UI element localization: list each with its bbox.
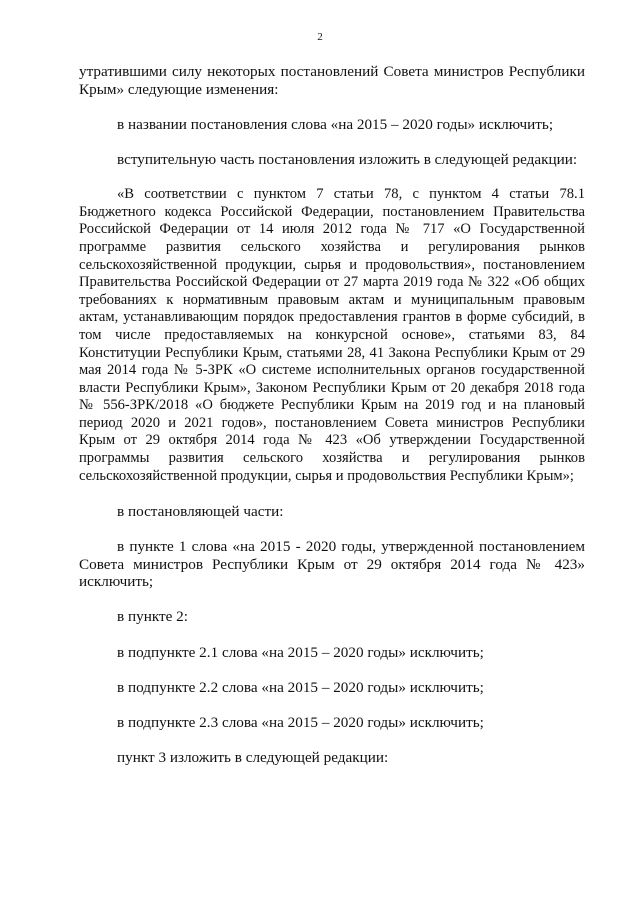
document-body	[79, 63, 585, 767]
paragraph-subitem-2-3: в подпункте 2.3 слова «на 2015 – 2020 годы» исключить;	[117, 713, 484, 731]
paragraph-item-3: пункт 3 изложить в следующей редакции:	[117, 749, 389, 767]
paragraph-item-2: в пункте 2:	[117, 608, 188, 626]
page-number: 2	[317, 31, 323, 43]
paragraph-subitem-2-1: в подпункте 2.1 слова «на 2015 – 2020 годы» исключить;	[117, 643, 484, 661]
paragraph-preamble-text: «В соответствии с пунктом 7 статьи 78, с пунктом 4 статьи 78.1 Бюджетного кодекса Российской Федерации, постановлением Правительства Российской Федерации от 14 июля 2012 года № 717 «О Государственной программе развития сельского хозяйства и регулирования рынков сельскохозяйственной продукции, сырья и продовольствия», постановлением Правительства Российской Федерации от 27 марта 2019 года № 322 «Об общих требованиях к нормативным правовым актам и муниципальным правовым актам, устанавливающим порядок предоставления грантов в форме субсидий, в том числе предоставляемых на конкурсной основе», статьями 83, 84 Конституции Республики Крым, статьями 28, 41 Закона Республики Крым от 29 мая 2014 года № 5-ЗРК «О системе исполнительных органов государственной власти Республики Крым», Законом Республики Крым от 20 декабря 2018 года № 556-ЗРК/2018 «О бюджете Республики Крым на 2019 год и на плановый период 2020 и 2021 годов», постановлением Совета министров Республики Крым от 29 октября 2014 года № 423 «Об утверждении Государственной программы развития сельского хозяйства и регулирования рынков сельскохозяйственной продукции, сырья и продовольствия Республики Крым»;	[79, 186, 585, 484]
paragraph-title-change: в названии постановления слова «на 2015 – 2020 годы» исключить;	[117, 115, 554, 133]
paragraph-preamble-intro: вступительную часть постановления изложить в следующей редакции:	[117, 150, 578, 168]
paragraph-item-1: в пункте 1 слова «на 2015 - 2020 годы, утвержденной постановлением Совета министров Республики Крым от 29 октября 2014 года № 423» исключить;	[79, 538, 585, 591]
paragraph-subitem-2-2: в подпункте 2.2 слова «на 2015 – 2020 годы» исключить;	[117, 678, 484, 696]
paragraph-continuation: утратившими силу некоторых постановлений Совета министров Республики Крым» следующие изменения:	[79, 63, 585, 98]
paragraph-operative-part: в постановляющей части:	[117, 502, 284, 520]
